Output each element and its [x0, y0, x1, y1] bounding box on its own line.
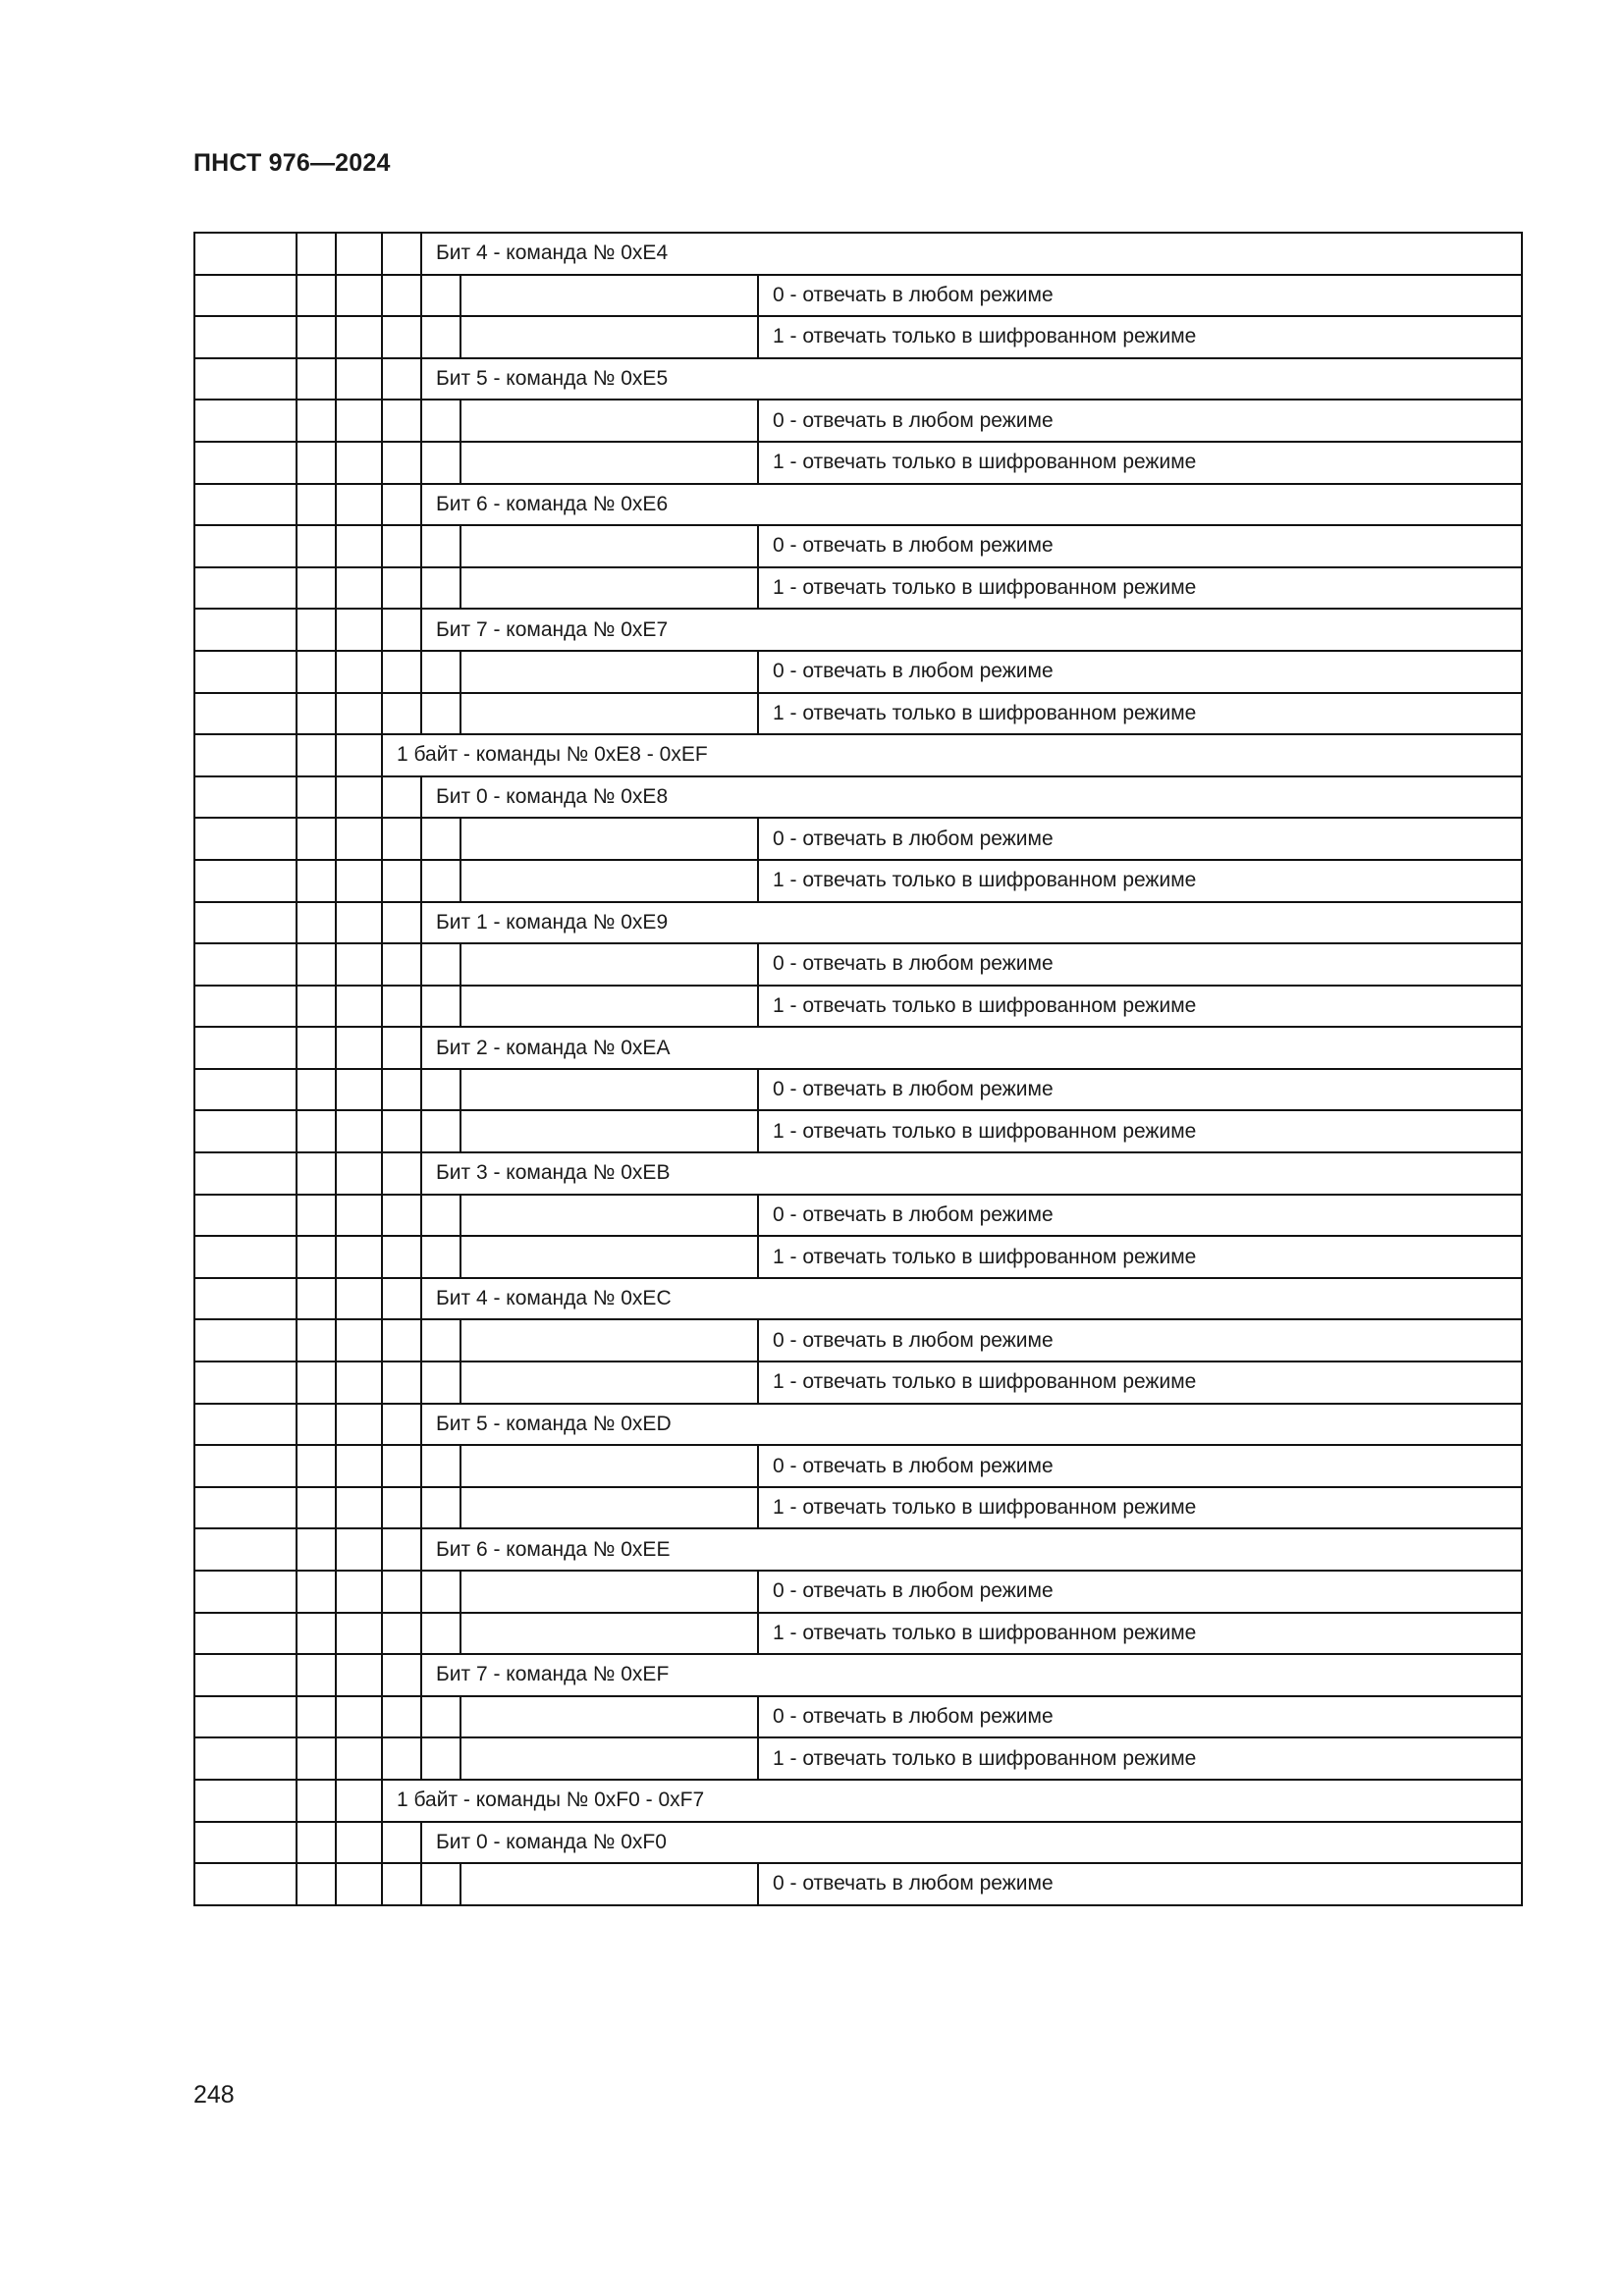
empty-cell — [421, 525, 460, 567]
empty-cell — [336, 1654, 382, 1696]
value-description-cell: 1 - отвечать только в шифрованном режиме — [758, 1737, 1522, 1780]
empty-cell — [382, 1236, 421, 1278]
empty-cell — [460, 1110, 758, 1152]
value-description-cell: 0 - отвечать в любом режиме — [758, 651, 1522, 693]
empty-cell — [297, 609, 336, 651]
empty-cell — [382, 693, 421, 735]
empty-cell — [336, 818, 382, 860]
empty-cell — [460, 1487, 758, 1529]
empty-cell — [460, 693, 758, 735]
empty-cell — [382, 609, 421, 651]
table-row — [194, 693, 1522, 735]
table-row — [194, 1195, 1522, 1237]
empty-cell — [194, 1404, 297, 1446]
empty-cell — [382, 1696, 421, 1738]
empty-cell — [421, 1195, 460, 1237]
empty-cell — [194, 860, 297, 902]
empty-cell — [421, 1110, 460, 1152]
empty-cell — [194, 1822, 297, 1864]
empty-cell — [382, 484, 421, 526]
table-row — [194, 1236, 1522, 1278]
empty-cell — [336, 1528, 382, 1571]
empty-cell — [460, 651, 758, 693]
bit-label-cell: Бит 4 - команда № 0xE4 — [421, 233, 1522, 275]
empty-cell — [382, 1319, 421, 1362]
empty-cell — [336, 1696, 382, 1738]
empty-cell — [297, 1362, 336, 1404]
empty-cell — [382, 442, 421, 484]
table-row — [194, 484, 1522, 526]
empty-cell — [382, 943, 421, 986]
empty-cell — [297, 442, 336, 484]
empty-cell — [336, 1195, 382, 1237]
empty-cell — [460, 1737, 758, 1780]
bit-label-cell: Бит 6 - команда № 0xE6 — [421, 484, 1522, 526]
empty-cell — [382, 567, 421, 610]
empty-cell — [194, 316, 297, 358]
empty-cell — [297, 1571, 336, 1613]
empty-cell — [297, 1528, 336, 1571]
empty-cell — [382, 1445, 421, 1487]
table-row — [194, 233, 1522, 275]
table-row — [194, 609, 1522, 651]
empty-cell — [297, 1737, 336, 1780]
empty-cell — [421, 651, 460, 693]
bit-label-cell: Бит 0 - команда № 0xE8 — [421, 776, 1522, 819]
empty-cell — [421, 1319, 460, 1362]
empty-cell — [297, 1445, 336, 1487]
empty-cell — [460, 1571, 758, 1613]
empty-cell — [297, 358, 336, 400]
value-description-cell: 1 - отвечать только в шифрованном режиме — [758, 986, 1522, 1028]
empty-cell — [297, 1780, 336, 1822]
empty-cell — [194, 1236, 297, 1278]
table-row — [194, 1487, 1522, 1529]
empty-cell — [382, 1863, 421, 1905]
bit-label-cell: Бит 6 - команда № 0xEE — [421, 1528, 1522, 1571]
empty-cell — [194, 1362, 297, 1404]
table-row — [194, 818, 1522, 860]
empty-cell — [421, 400, 460, 442]
empty-cell — [421, 818, 460, 860]
empty-cell — [336, 1445, 382, 1487]
empty-cell — [382, 1528, 421, 1571]
table-row — [194, 1613, 1522, 1655]
empty-cell — [297, 1696, 336, 1738]
empty-cell — [194, 275, 297, 317]
empty-cell — [194, 1528, 297, 1571]
spec-table-body — [194, 233, 1522, 1905]
bit-label-cell: Бит 4 - команда № 0xEC — [421, 1278, 1522, 1320]
empty-cell — [297, 734, 336, 776]
empty-cell — [421, 693, 460, 735]
empty-cell — [194, 693, 297, 735]
value-description-cell: 0 - отвечать в любом режиме — [758, 1319, 1522, 1362]
table-row — [194, 1528, 1522, 1571]
value-description-cell: 1 - отвечать только в шифрованном режиме — [758, 1110, 1522, 1152]
empty-cell — [336, 1822, 382, 1864]
table-row — [194, 1822, 1522, 1864]
empty-cell — [194, 358, 297, 400]
empty-cell — [297, 400, 336, 442]
value-description-cell: 0 - отвечать в любом режиме — [758, 275, 1522, 317]
empty-cell — [421, 943, 460, 986]
table-row — [194, 1654, 1522, 1696]
empty-cell — [421, 986, 460, 1028]
empty-cell — [194, 734, 297, 776]
table-row — [194, 1152, 1522, 1195]
empty-cell — [336, 233, 382, 275]
empty-cell — [336, 1069, 382, 1111]
table-row — [194, 1319, 1522, 1362]
value-description-cell: 1 - отвечать только в шифрованном режиме — [758, 860, 1522, 902]
value-description-cell: 1 - отвечать только в шифрованном режиме — [758, 567, 1522, 610]
empty-cell — [297, 316, 336, 358]
table-row — [194, 651, 1522, 693]
empty-cell — [336, 1278, 382, 1320]
empty-cell — [194, 400, 297, 442]
empty-cell — [382, 860, 421, 902]
empty-cell — [336, 567, 382, 610]
empty-cell — [194, 1027, 297, 1069]
table-row — [194, 986, 1522, 1028]
value-description-cell: 0 - отвечать в любом режиме — [758, 818, 1522, 860]
bit-label-cell: Бит 3 - команда № 0xEB — [421, 1152, 1522, 1195]
value-description-cell: 0 - отвечать в любом режиме — [758, 1571, 1522, 1613]
empty-cell — [460, 1319, 758, 1362]
empty-cell — [297, 651, 336, 693]
empty-cell — [336, 484, 382, 526]
empty-cell — [382, 358, 421, 400]
empty-cell — [460, 1236, 758, 1278]
value-description-cell: 0 - отвечать в любом режиме — [758, 400, 1522, 442]
empty-cell — [421, 275, 460, 317]
empty-cell — [194, 1571, 297, 1613]
empty-cell — [297, 567, 336, 610]
empty-cell — [460, 442, 758, 484]
empty-cell — [194, 1613, 297, 1655]
empty-cell — [421, 316, 460, 358]
empty-cell — [297, 233, 336, 275]
value-description-cell: 0 - отвечать в любом режиме — [758, 1863, 1522, 1905]
empty-cell — [336, 1404, 382, 1446]
table-row — [194, 316, 1522, 358]
empty-cell — [421, 1445, 460, 1487]
empty-cell — [382, 1613, 421, 1655]
empty-cell — [297, 1195, 336, 1237]
table-row — [194, 275, 1522, 317]
table-row — [194, 902, 1522, 944]
table-row — [194, 1571, 1522, 1613]
empty-cell — [194, 567, 297, 610]
empty-cell — [336, 1319, 382, 1362]
empty-cell — [382, 1152, 421, 1195]
empty-cell — [460, 1362, 758, 1404]
value-description-cell: 0 - отвечать в любом режиме — [758, 1195, 1522, 1237]
bit-label-cell: Бит 2 - команда № 0xEA — [421, 1027, 1522, 1069]
empty-cell — [297, 1027, 336, 1069]
table-row — [194, 734, 1522, 776]
bit-label-cell: Бит 1 - команда № 0xE9 — [421, 902, 1522, 944]
value-description-cell: 0 - отвечать в любом режиме — [758, 525, 1522, 567]
table-row — [194, 1737, 1522, 1780]
value-description-cell: 1 - отвечать только в шифрованном режиме — [758, 1236, 1522, 1278]
empty-cell — [336, 986, 382, 1028]
table-row — [194, 1696, 1522, 1738]
empty-cell — [382, 818, 421, 860]
empty-cell — [194, 1696, 297, 1738]
empty-cell — [382, 1571, 421, 1613]
empty-cell — [336, 1362, 382, 1404]
empty-cell — [382, 1487, 421, 1529]
empty-cell — [460, 860, 758, 902]
empty-cell — [382, 1027, 421, 1069]
empty-cell — [460, 1069, 758, 1111]
value-description-cell: 1 - отвечать только в шифрованном режиме — [758, 1362, 1522, 1404]
empty-cell — [297, 693, 336, 735]
value-description-cell: 1 - отвечать только в шифрованном режиме — [758, 1613, 1522, 1655]
table-row — [194, 567, 1522, 610]
empty-cell — [297, 1822, 336, 1864]
empty-cell — [460, 1445, 758, 1487]
table-row — [194, 1027, 1522, 1069]
empty-cell — [460, 1613, 758, 1655]
empty-cell — [297, 818, 336, 860]
empty-cell — [297, 1863, 336, 1905]
empty-cell — [297, 525, 336, 567]
empty-cell — [460, 275, 758, 317]
empty-cell — [336, 1110, 382, 1152]
value-description-cell: 1 - отвечать только в шифрованном режиме — [758, 442, 1522, 484]
empty-cell — [382, 233, 421, 275]
empty-cell — [460, 1696, 758, 1738]
empty-cell — [194, 1487, 297, 1529]
empty-cell — [336, 1737, 382, 1780]
table-row — [194, 1362, 1522, 1404]
empty-cell — [421, 567, 460, 610]
empty-cell — [297, 902, 336, 944]
empty-cell — [194, 1863, 297, 1905]
empty-cell — [382, 1737, 421, 1780]
table-row — [194, 1780, 1522, 1822]
empty-cell — [421, 1696, 460, 1738]
empty-cell — [382, 400, 421, 442]
empty-cell — [336, 1487, 382, 1529]
table-row — [194, 1110, 1522, 1152]
empty-cell — [336, 442, 382, 484]
empty-cell — [421, 1571, 460, 1613]
empty-cell — [460, 1863, 758, 1905]
empty-cell — [382, 1110, 421, 1152]
value-description-cell: 1 - отвечать только в шифрованном режиме — [758, 1487, 1522, 1529]
empty-cell — [297, 275, 336, 317]
empty-cell — [460, 943, 758, 986]
empty-cell — [297, 1404, 336, 1446]
table-row — [194, 1445, 1522, 1487]
empty-cell — [297, 1487, 336, 1529]
empty-cell — [336, 651, 382, 693]
empty-cell — [194, 1278, 297, 1320]
document-header: ПНСТ 976—2024 — [193, 149, 391, 177]
empty-cell — [194, 609, 297, 651]
empty-cell — [336, 525, 382, 567]
empty-cell — [297, 1069, 336, 1111]
empty-cell — [194, 1445, 297, 1487]
empty-cell — [297, 1654, 336, 1696]
empty-cell — [194, 442, 297, 484]
value-description-cell: 0 - отвечать в любом режиме — [758, 1445, 1522, 1487]
empty-cell — [194, 1737, 297, 1780]
bit-label-cell: Бит 7 - команда № 0xE7 — [421, 609, 1522, 651]
empty-cell — [336, 1863, 382, 1905]
empty-cell — [336, 1780, 382, 1822]
empty-cell — [382, 1362, 421, 1404]
table-row — [194, 1069, 1522, 1111]
empty-cell — [297, 860, 336, 902]
empty-cell — [194, 1654, 297, 1696]
empty-cell — [382, 1822, 421, 1864]
empty-cell — [421, 442, 460, 484]
empty-cell — [421, 1863, 460, 1905]
empty-cell — [336, 358, 382, 400]
empty-cell — [336, 1571, 382, 1613]
empty-cell — [297, 1319, 336, 1362]
table-row — [194, 525, 1522, 567]
empty-cell — [460, 525, 758, 567]
empty-cell — [421, 1236, 460, 1278]
table-row — [194, 943, 1522, 986]
empty-cell — [421, 1737, 460, 1780]
empty-cell — [382, 316, 421, 358]
empty-cell — [382, 902, 421, 944]
empty-cell — [194, 651, 297, 693]
empty-cell — [336, 734, 382, 776]
table-row — [194, 776, 1522, 819]
empty-cell — [297, 1236, 336, 1278]
value-description-cell: 1 - отвечать только в шифрованном режиме — [758, 693, 1522, 735]
empty-cell — [460, 400, 758, 442]
empty-cell — [382, 1195, 421, 1237]
empty-cell — [382, 1278, 421, 1320]
empty-cell — [336, 1027, 382, 1069]
empty-cell — [460, 986, 758, 1028]
value-description-cell: 1 - отвечать только в шифрованном режиме — [758, 316, 1522, 358]
empty-cell — [382, 275, 421, 317]
empty-cell — [336, 609, 382, 651]
spec-table — [193, 232, 1523, 1906]
table-row — [194, 1863, 1522, 1905]
value-description-cell: 0 - отвечать в любом режиме — [758, 1696, 1522, 1738]
empty-cell — [382, 776, 421, 819]
empty-cell — [297, 776, 336, 819]
empty-cell — [421, 860, 460, 902]
bit-label-cell: Бит 5 - команда № 0xED — [421, 1404, 1522, 1446]
empty-cell — [336, 1236, 382, 1278]
empty-cell — [194, 484, 297, 526]
empty-cell — [336, 943, 382, 986]
empty-cell — [460, 818, 758, 860]
empty-cell — [297, 1110, 336, 1152]
empty-cell — [194, 818, 297, 860]
empty-cell — [460, 567, 758, 610]
empty-cell — [194, 1152, 297, 1195]
page-number: 248 — [193, 2081, 235, 2109]
empty-cell — [460, 316, 758, 358]
empty-cell — [336, 860, 382, 902]
table-row — [194, 358, 1522, 400]
empty-cell — [421, 1613, 460, 1655]
table-row — [194, 1278, 1522, 1320]
empty-cell — [194, 525, 297, 567]
byte-label-cell: 1 байт - команды № 0xE8 - 0xEF — [382, 734, 1522, 776]
empty-cell — [194, 1195, 297, 1237]
empty-cell — [421, 1362, 460, 1404]
empty-cell — [336, 275, 382, 317]
empty-cell — [382, 1404, 421, 1446]
empty-cell — [297, 1152, 336, 1195]
empty-cell — [194, 1319, 297, 1362]
empty-cell — [382, 525, 421, 567]
empty-cell — [382, 1069, 421, 1111]
value-description-cell: 0 - отвечать в любом режиме — [758, 1069, 1522, 1111]
empty-cell — [194, 1110, 297, 1152]
empty-cell — [194, 943, 297, 986]
empty-cell — [336, 693, 382, 735]
empty-cell — [336, 1152, 382, 1195]
bit-label-cell: Бит 5 - команда № 0xE5 — [421, 358, 1522, 400]
empty-cell — [194, 1780, 297, 1822]
empty-cell — [297, 943, 336, 986]
empty-cell — [382, 986, 421, 1028]
empty-cell — [336, 776, 382, 819]
empty-cell — [421, 1069, 460, 1111]
table-row — [194, 400, 1522, 442]
byte-label-cell: 1 байт - команды № 0xF0 - 0xF7 — [382, 1780, 1522, 1822]
empty-cell — [336, 902, 382, 944]
table-row — [194, 442, 1522, 484]
empty-cell — [194, 1069, 297, 1111]
empty-cell — [297, 986, 336, 1028]
empty-cell — [336, 1613, 382, 1655]
empty-cell — [421, 1487, 460, 1529]
empty-cell — [297, 484, 336, 526]
empty-cell — [194, 233, 297, 275]
table-row — [194, 1404, 1522, 1446]
empty-cell — [194, 902, 297, 944]
empty-cell — [297, 1613, 336, 1655]
empty-cell — [336, 400, 382, 442]
bit-label-cell: Бит 7 - команда № 0xEF — [421, 1654, 1522, 1696]
bit-label-cell: Бит 0 - команда № 0xF0 — [421, 1822, 1522, 1864]
empty-cell — [336, 316, 382, 358]
empty-cell — [460, 1195, 758, 1237]
value-description-cell: 0 - отвечать в любом режиме — [758, 943, 1522, 986]
empty-cell — [194, 776, 297, 819]
table-row — [194, 860, 1522, 902]
empty-cell — [382, 1654, 421, 1696]
empty-cell — [194, 986, 297, 1028]
empty-cell — [297, 1278, 336, 1320]
empty-cell — [382, 651, 421, 693]
